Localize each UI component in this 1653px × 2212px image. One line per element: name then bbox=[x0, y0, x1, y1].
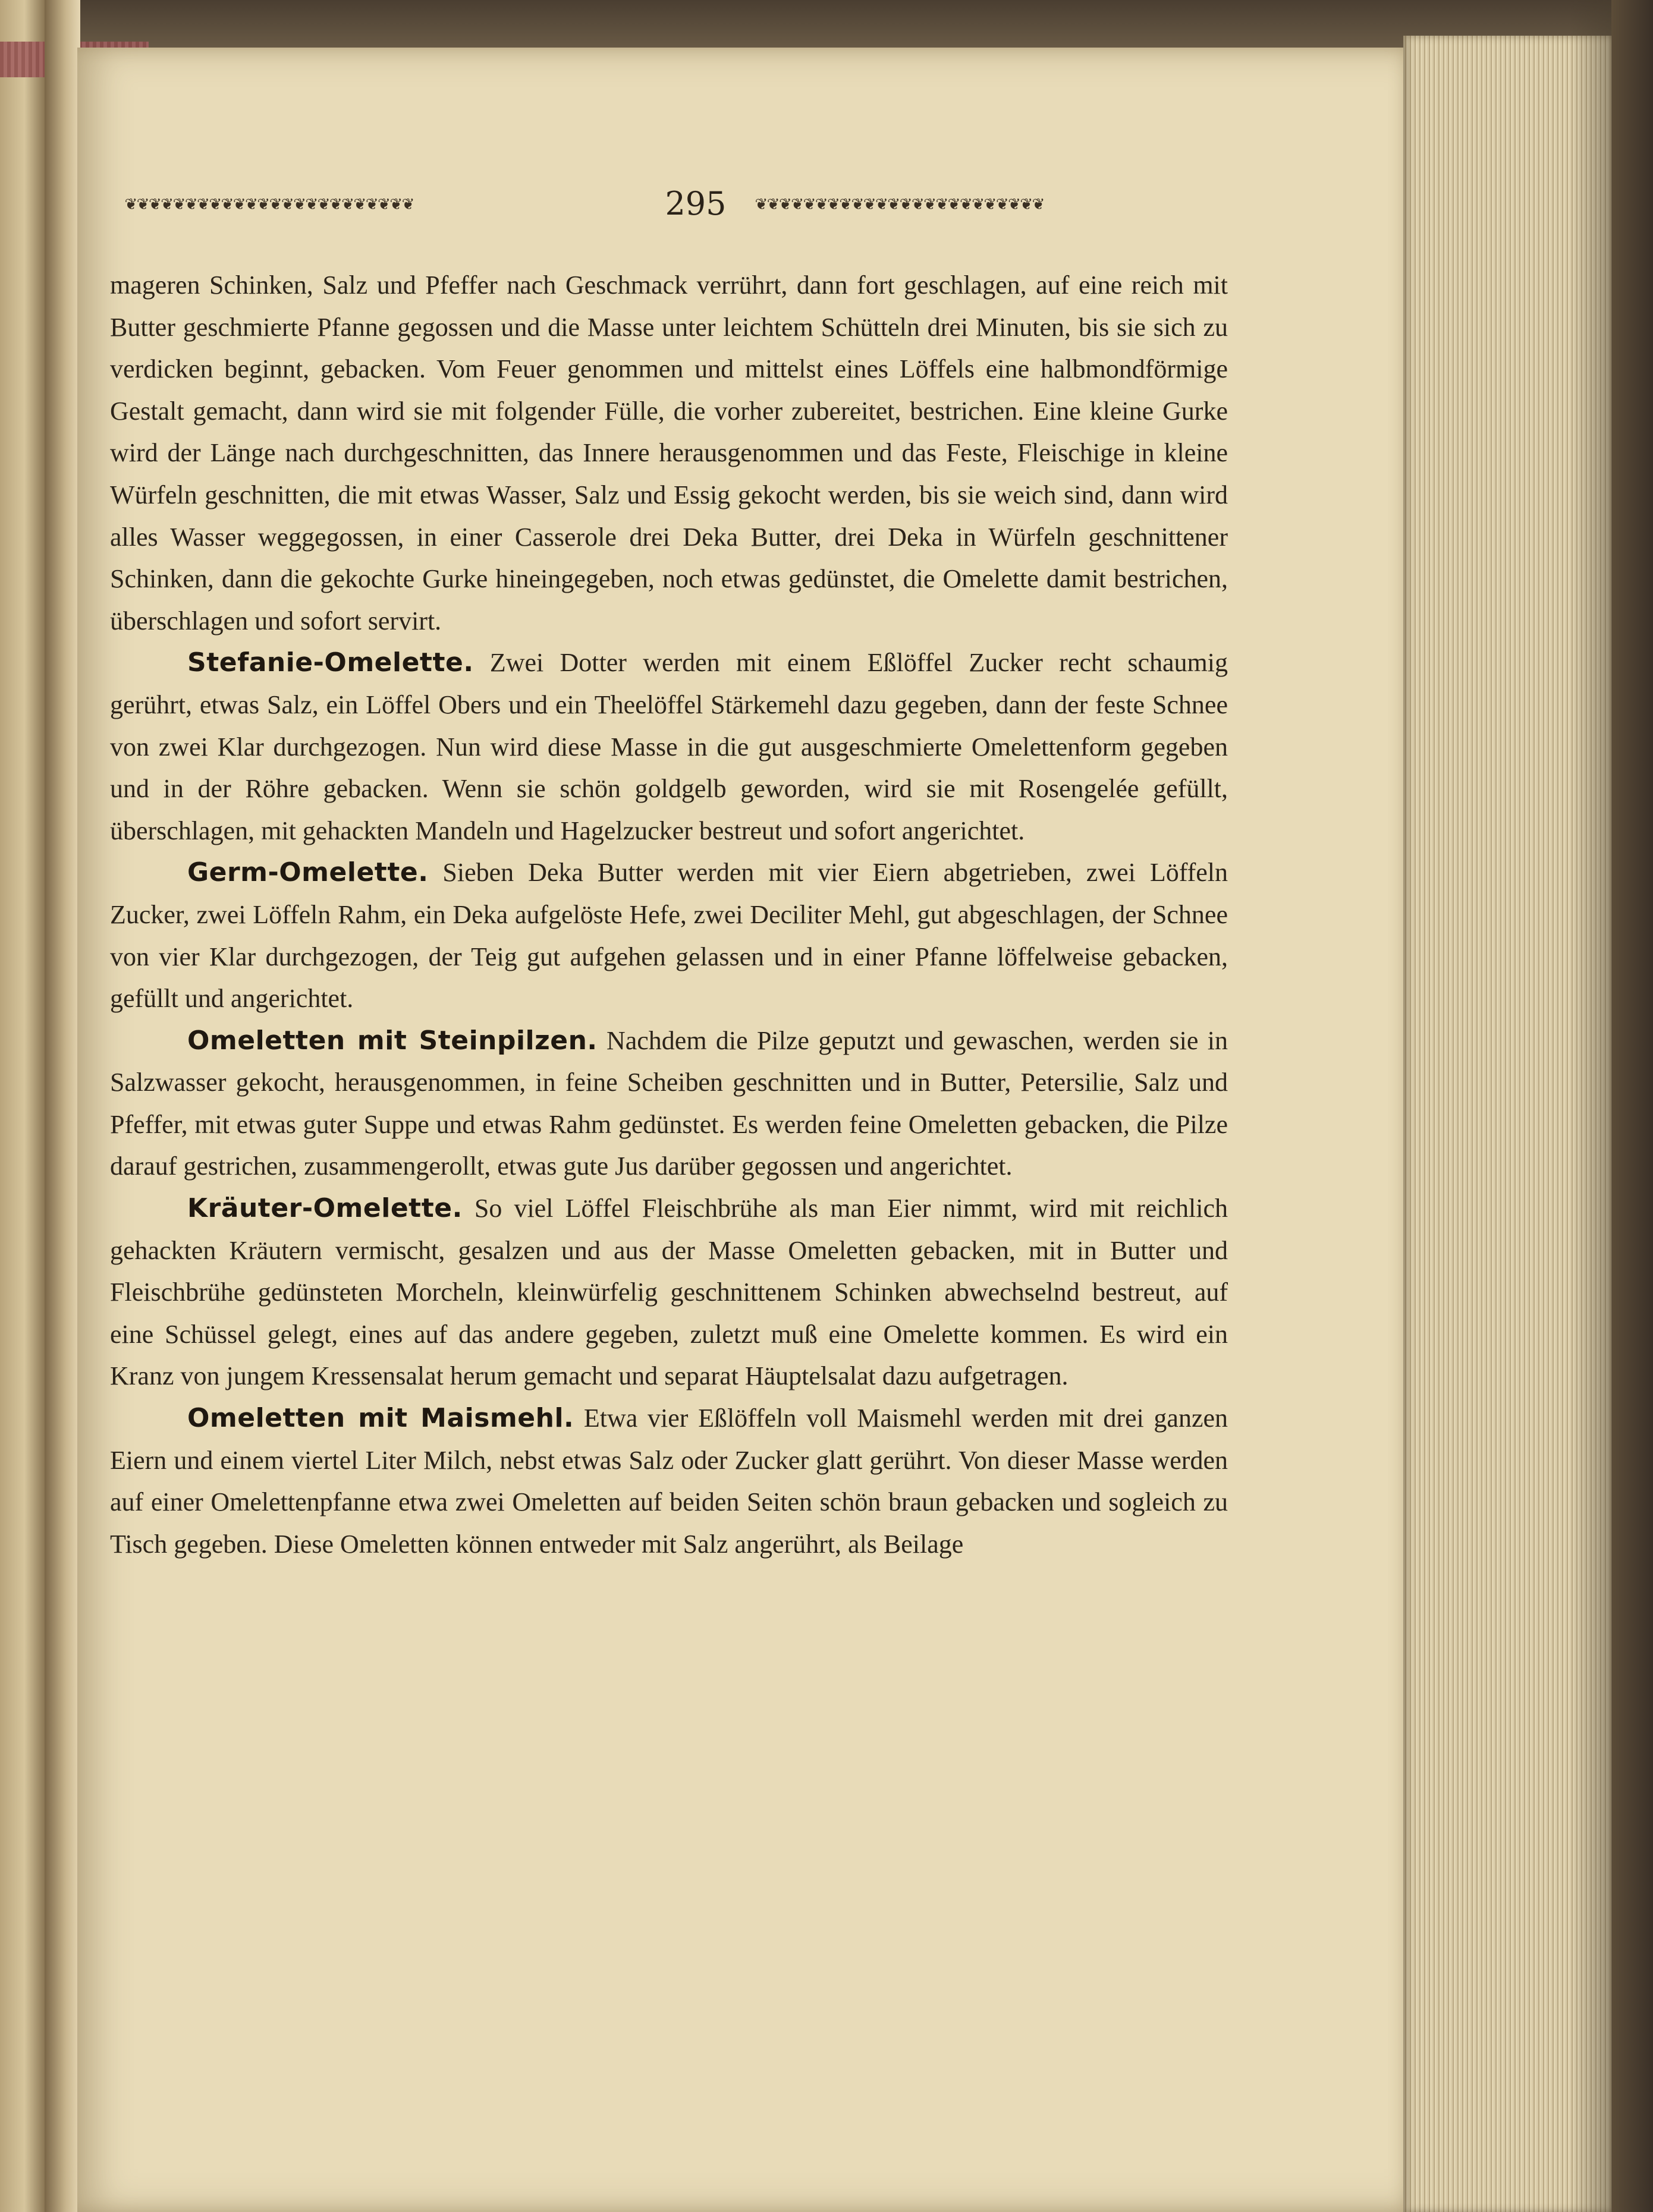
recipe-heading: Germ-Omelette. bbox=[187, 857, 429, 888]
recipe-germ-omelette bbox=[110, 852, 1228, 1020]
recipe-heading: Omeletten mit Steinpilzen. bbox=[187, 1025, 598, 1056]
recipe-text: Etwa vier Eßlöffeln voll Maismehl werden mit drei ganzen Eiern und einem viertel Liter Milch, nebst etwas Salz oder Zucker glatt gerührt. Von dieser Masse werden auf einer Omelettenpfanne etwa zwei Omeletten auf beiden Seiten schön braun gebacken und sogleich zu Tisch gegeben. Diese Omeletten können entweder mit Salz angerührt, als Beilage bbox=[110, 1404, 1228, 1559]
page-header bbox=[125, 184, 1243, 226]
header-ornament-right: ❦❦❦❦❦❦❦❦❦❦❦❦❦❦❦❦❦❦❦❦❦❦❦❦ bbox=[755, 193, 1045, 213]
recipe-omeletten-steinpilzen bbox=[110, 1020, 1228, 1188]
paragraph-continuation bbox=[110, 265, 1228, 642]
recipe-kraeuter-omelette bbox=[110, 1188, 1228, 1398]
recipe-heading: Omeletten mit Maismehl. bbox=[187, 1403, 574, 1434]
recipe-text: Zwei Dotter werden mit einem Eßlöffel Zucker recht schaumig gerührt, etwas Salz, ein Löffel Obers und ein Theelöffel Stärkemehl dazu gegeben, dann der feste Schnee von zwei Klar durchgezogen. Nun wird diese Masse in die gut ausgeschmierte Omelettenform gegeben und in der Röhre gebacken. Wenn sie schön goldgelb geworden, wird sie mit Rosengelée gefüllt, überschlagen, mit gehackten Mandeln und Hagelzucker bestreut und sofort angerichtet. bbox=[110, 648, 1228, 845]
paragraph-text: mageren Schinken, Salz und Pfeffer nach Geschmack verrührt, dann fort geschlagen, auf eine reich mit Butter geschmierte Pfanne gegossen und die Masse unter leichtem Schütteln drei Minuten, bis sie sich zu verdicken beginnt, gebacken. Vom Feuer genommen und mittelst eines Löffels eine halbmondförmige Gestalt gemacht, dann wird sie mit folgender Fülle, die vorher zubereitet, bestrichen. Eine kleine Gurke wird der Länge nach durchgeschnitten, das Innere herausgenommen und das Feste, Fleischige in kleine Würfeln geschnitten, die mit etwas Wasser, Salz und Essig gekocht werden, bis sie weich sind, dann wird alles Wasser weggegossen, in einer Casserole drei Deka Butter, drei Deka in Würfeln geschnittener Schinken, dann die gekochte Gurke hineingegeben, noch etwas gedünstet, die Omelette damit bestrichen, überschlagen und sofort servirt. bbox=[110, 270, 1228, 635]
page-number: 295 bbox=[665, 185, 727, 222]
recipe-text: So viel Löffel Fleischbrühe als man Eier nimmt, wird mit reichlich gehackten Kräutern vermischt, gesalzen und aus der Masse Omeletten gebacken, mit in Butter und Fleischbrühe gedünsteten Morcheln, kleinwürfelig geschnittenem Schinken abwechselnd bestreut, auf eine Schüssel gelegt, eines auf das andere gegeben, zuletzt muß eine Omelette kommen. Es wird ein Kranz von jungem Kressensalat herum gemacht und separat Häuptelsalat dazu aufgetragen. bbox=[110, 1194, 1228, 1391]
facing-page-edge bbox=[0, 0, 45, 2212]
recipe-heading: Stefanie-Omelette. bbox=[187, 647, 474, 678]
recipe-heading: Kräuter-Omelette. bbox=[187, 1193, 463, 1224]
recipe-omeletten-maismehl bbox=[110, 1398, 1228, 1565]
recipe-stefanie-omelette bbox=[110, 642, 1228, 852]
book-cover-right bbox=[1611, 0, 1653, 2212]
book-gutter bbox=[45, 0, 80, 2212]
header-ornament-left: ❦❦❦❦❦❦❦❦❦❦❦❦❦❦❦❦❦❦❦❦❦❦❦❦ bbox=[125, 193, 414, 213]
recipe-text: Sieben Deka Butter werden mit vier Eiern abgetrieben, zwei Löffeln Zucker, zwei Löffeln Rahm, ein Deka aufgelöste Hefe, zwei Deciliter Mehl, gut abgeschlagen, der Schnee von vier Klar durchgezogen, der Teig gut aufgehen gelassen und in einer Pfanne löffelweise gebacken, gefüllt und angerichtet. bbox=[110, 858, 1228, 1014]
recipe-text: Nachdem die Pilze geputzt und gewaschen, werden sie in Salzwasser gekocht, herausgenommen, in feine Scheiben geschnitten und in Butter, Petersilie, Salz und Pfeffer, mit etwas guter Suppe und etwas Rahm gedünstet. Es werden feine Omeletten gebacken, die Pilze darauf gestrichen, zusammengerollt, etwas gute Jus darüber gegossen und angerichtet. bbox=[110, 1025, 1228, 1181]
body-text bbox=[110, 265, 1228, 1565]
